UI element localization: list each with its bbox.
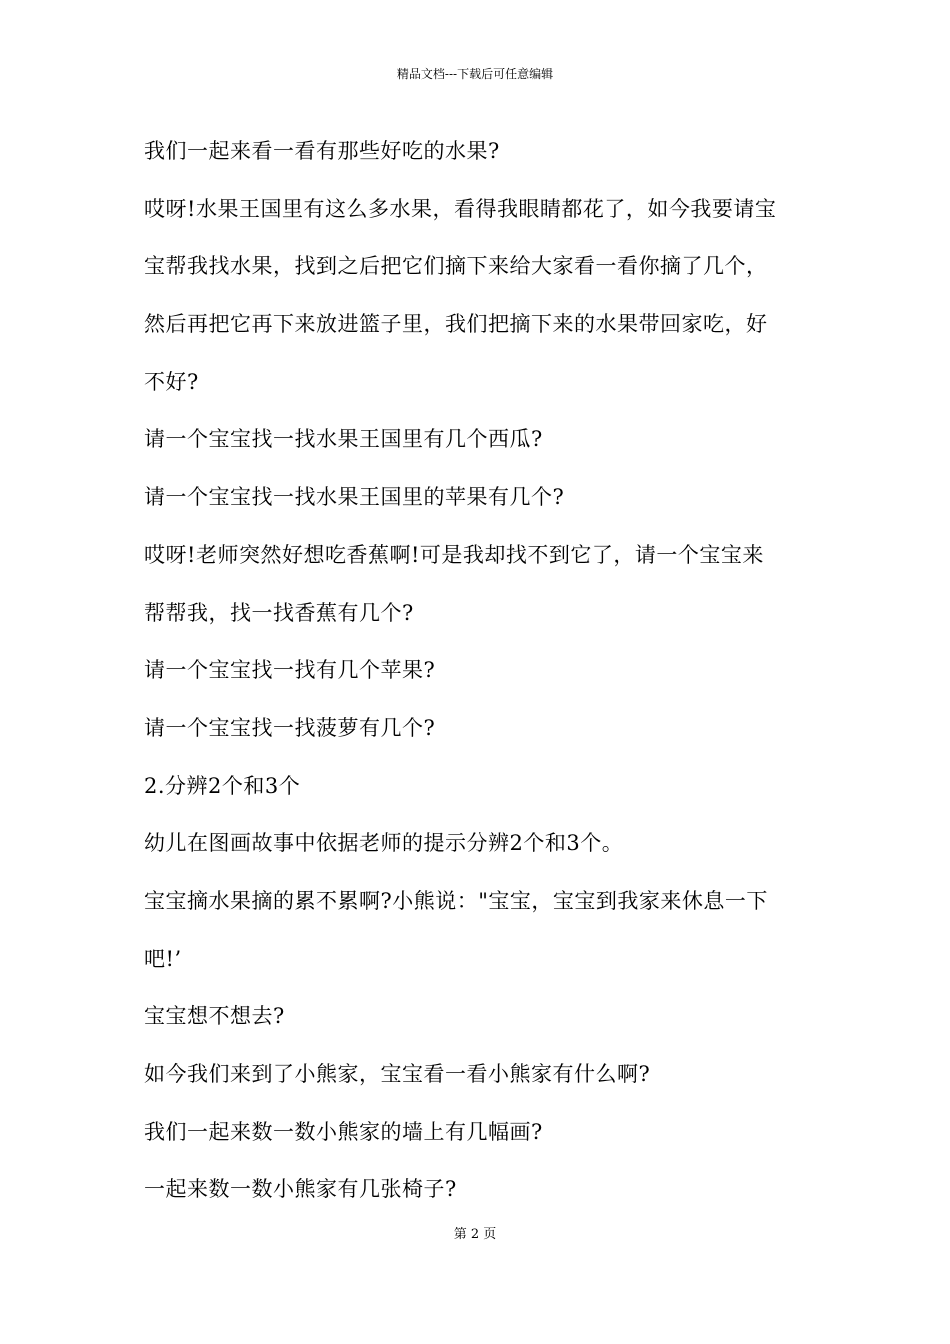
body-line: 宝宝想不想去? bbox=[144, 1004, 285, 1029]
body-line: 幼儿在图画故事中依据老师的提示分辨2个和3个。 bbox=[144, 831, 624, 856]
body-line: 请一个宝宝找一找有几个苹果? bbox=[144, 658, 436, 683]
body-line: 我们一起来数一数小熊家的墙上有几幅画? bbox=[144, 1119, 543, 1144]
body-line: 哎呀!水果王国里有这么多水果，看得我眼睛都花了，如今我要请宝 bbox=[144, 196, 777, 221]
body-line: 然后再把它再下来放进篮子里，我们把摘下来的水果带回家吃，好 bbox=[144, 312, 768, 337]
body-line: 吧!’ bbox=[144, 946, 182, 971]
body-line: 宝宝摘水果摘的累不累啊?小熊说："宝宝，宝宝到我家来休息一下 bbox=[144, 888, 768, 913]
body-line: 请一个宝宝找一找水果王国里的苹果有几个? bbox=[144, 485, 565, 510]
body-line: 我们一起来看一看有那些好吃的水果? bbox=[144, 139, 500, 163]
body-line: 一起来数一数小熊家有几张椅子? bbox=[144, 1177, 457, 1202]
page-header: 精品文档---下载后可任意编辑 bbox=[396, 67, 554, 81]
section-heading: 2.分辨2个和3个 bbox=[144, 773, 301, 798]
body-line: 哎呀!老师突然好想吃香蕉啊!可是我却找不到它了，请一个宝宝来 bbox=[144, 542, 764, 567]
body-line: 宝帮我找水果，找到之后把它们摘下来给大家看一看你摘了几个， bbox=[144, 254, 768, 279]
body-line: 帮帮我，找一找香蕉有几个? bbox=[144, 600, 414, 625]
body-line: 不好? bbox=[144, 369, 199, 394]
page-number: 第 2 页 bbox=[453, 1227, 497, 1242]
body-line: 请一个宝宝找一找菠萝有几个? bbox=[144, 715, 436, 740]
body-line: 如今我们来到了小熊家，宝宝看一看小熊家有什么啊? bbox=[144, 1062, 651, 1086]
body-line: 请一个宝宝找一找水果王国里有几个西瓜? bbox=[144, 427, 543, 452]
document-body bbox=[144, 130, 814, 1226]
